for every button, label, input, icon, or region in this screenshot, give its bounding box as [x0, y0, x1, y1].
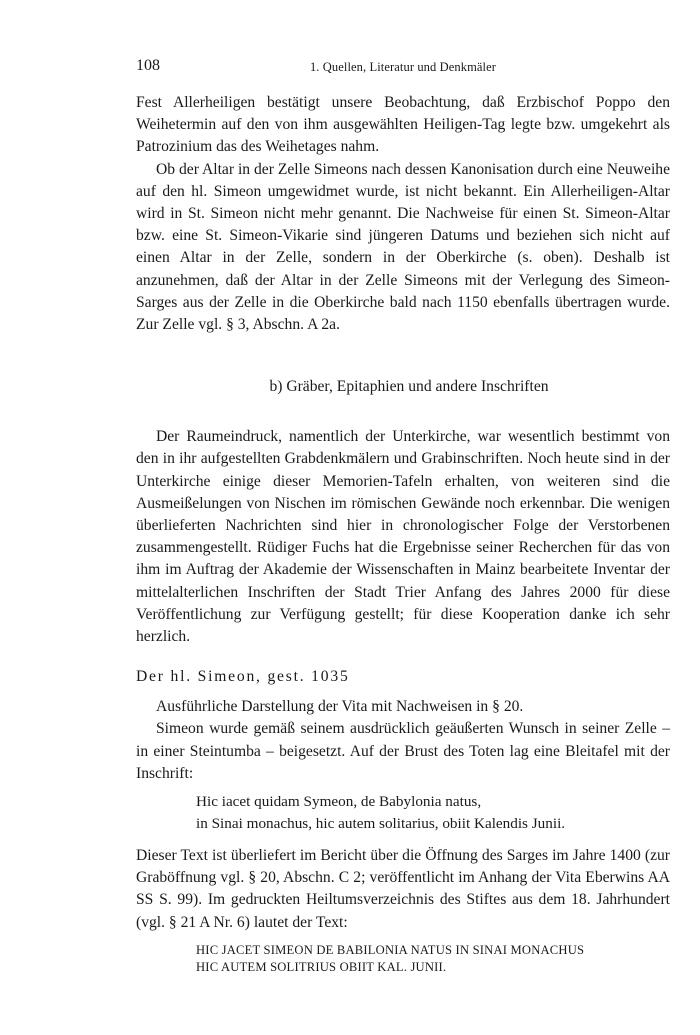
intro-paragraph-1: Fest Allerheiligen bestätigt unsere Beobachtung, daß Erzbischof Poppo den Weihetermin auf den von ihm ausgewählten Heiligen-Tag legte bzw. umgekehrt als Patrozinium das des Weihetages nahm.	[136, 94, 670, 156]
latin-quote-line-1: Hic iacet quidam Symeon, de Babylonia natus,	[196, 793, 482, 811]
section-paragraph: Der Raumeindruck, namentlich der Unterkirche, war wesentlich bestimmt von den in ihr aufgestellten Grabdenkmälern und Grabinschriften. Noch heute sind in der Unterkirche einige dieser Memorien-Tafeln erhalten, von weiteren sind die Ausmeißelungen von Nischen im römischen Gewände noch erkennbar. Die wenigen überlieferten Nachrichten sind hier in chronologischer Folge der Verstorbenen zusammengestellt. Rüdiger Fuchs hat die Ergebnisse seiner Recherchen für das von ihm im Auftrag der Akademie der Wissenschaften in Mainz bearbeitete Inventar der mittelalterlichen Inschriften der Stadt Trier Anfang des Jahres 2000 für diese Veröffentlichung zur Verfügung gestellt; für diese Kooperation danke ich sehr herzlich.	[136, 428, 670, 646]
section-heading: b) Gräber, Epitaphien und andere Inschriften	[269, 378, 549, 396]
inscription-line-2: HIC AUTEM SOLITRIUS OBIIT KAL. JUNII.	[196, 959, 447, 974]
running-title: 1. Quellen, Literatur und Denkmäler	[309, 60, 497, 74]
inscription-quote	[196, 942, 670, 976]
running-head	[136, 56, 670, 80]
intro-paragraph-2: Ob der Altar in der Zelle Simeons nach dessen Kanonisation durch eine Neuweihe auf den hl. Simeon umgewidmet wurde, ist nicht bekannt. Ein Allerheiligen-Altar wird in St. Simeon nicht mehr genannt. Die Nachweise für einen St. Simeon-Altar bzw. eine St. Simeon-Vikarie sind jüngeren Datums und beziehen sich nicht auf einen Altar in der Zelle, sondern in der Oberkirche (s. oben). Deshalb ist anzunehmen, daß der Altar in der Zelle Simeons mit der Verlegung des Simeon-Sarges aus der Zelle in die Oberkirche bald nach 1150 ebenfalls übertragen wurde. Zur Zelle vgl. § 3, Abschn. A 2a.	[136, 160, 670, 334]
latin-quote-line-2: in Sinai monachus, hic autem solitarius, obiit Kalendis Junii.	[196, 815, 566, 833]
latin-quote	[196, 791, 670, 835]
entry-paragraph-1: Ausführliche Darstellung der Vita mit Nachweisen in § 20.	[156, 698, 524, 716]
page-number: 108	[136, 57, 160, 74]
inscription-line-1: HIC JACET SIMEON DE BABILONIA NATUS IN SINAI MONACHUS	[196, 942, 585, 957]
entry-paragraph-2: Simeon wurde gemäß seinem ausdrücklich geäußerten Wunsch in seiner Zelle – in einer Steintumba – beigesetzt. Auf der Brust des Toten lag eine Bleitafel mit der Inschrift:	[136, 720, 670, 782]
book-page	[136, 56, 670, 976]
entry-paragraph-3: Dieser Text ist überliefert im Bericht über die Öffnung des Sarges im Jahre 1400 (zur Graböffnung vgl. § 20, Abschn. C 2; veröffentlicht im Anhang der Vita Eberwins AA SS S. 99). Im gedruckten Heiltumsverzeichnis des Stiftes aus dem 18. Jahrhundert (vgl. § 21 A Nr. 6) lautet der Text:	[136, 847, 670, 931]
body-text	[136, 92, 670, 976]
entry-heading: Der hl. Simeon, gest. 1035	[136, 668, 350, 686]
